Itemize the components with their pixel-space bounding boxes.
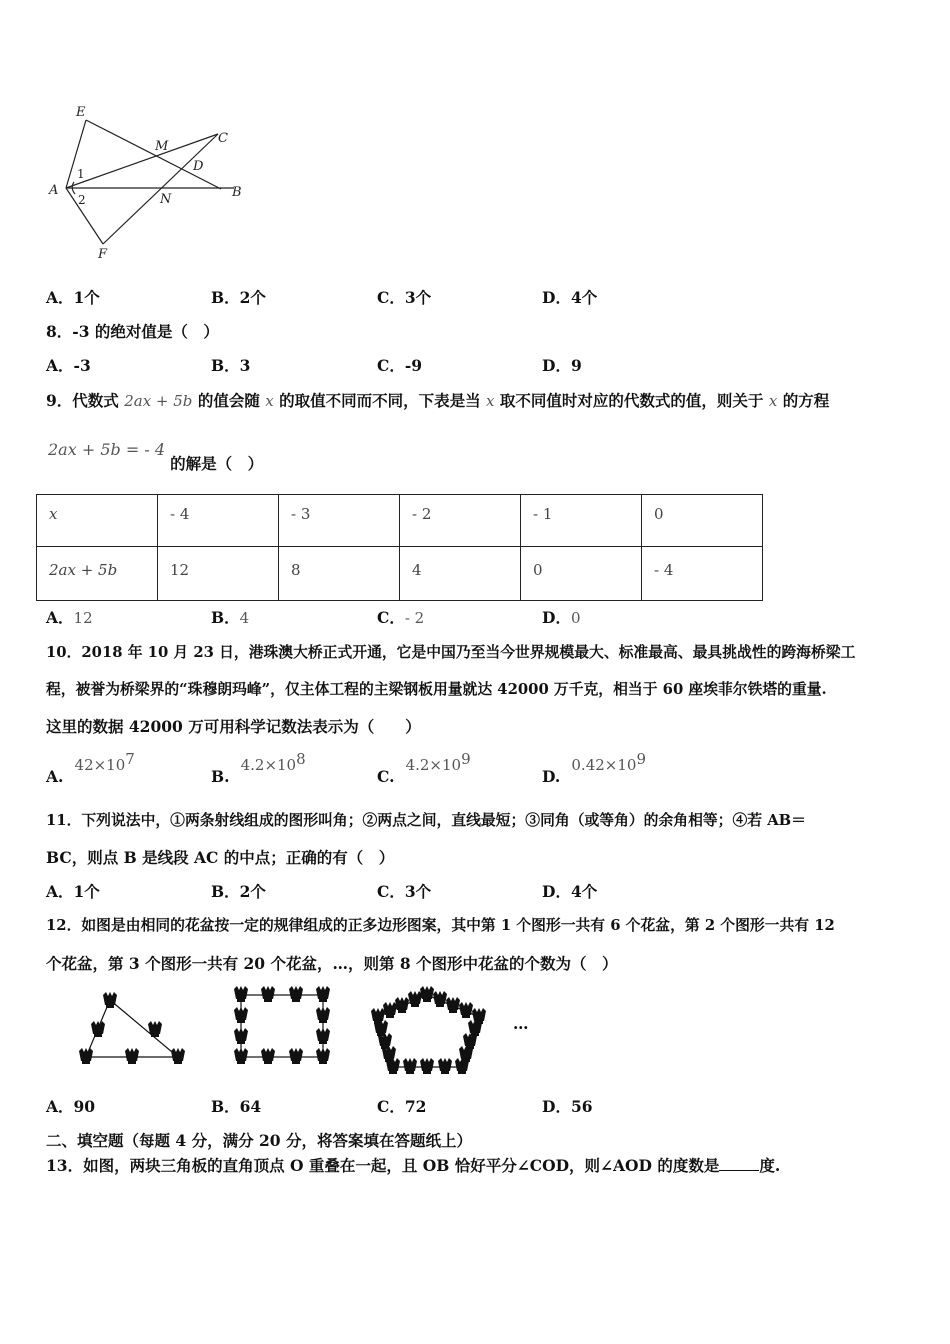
label-f: F (98, 247, 108, 262)
q10-line2: 程，被誉为桥梁界的“珠穆朗玛峰”，仅主体工程的主梁钢板用量就达 42000 万千克，相当于 60 座埃菲尔铁塔的重量. (46, 681, 827, 698)
q9-var-2: x (486, 392, 495, 410)
q9-option-d (542, 606, 581, 628)
pattern-square (234, 986, 330, 1064)
pattern-pentagon (371, 986, 486, 1074)
table-row (37, 547, 763, 601)
q9-part1: 9．代数式 (46, 391, 119, 410)
q10-option-c (377, 750, 471, 787)
q9-option-value: - 2 (404, 609, 425, 627)
q9-value-table (36, 494, 763, 601)
q7-option-c: C．3个 (377, 288, 432, 307)
table-cell-x: x (37, 495, 158, 547)
q12-option-d: D．56 (542, 1097, 593, 1116)
table-cell: 0 (521, 547, 642, 601)
q13-text-before: 13．如图，两块三角板的直角顶点 O 重叠在一起，且 OB 恰好平分∠COD，则∠AOD 的度数是 (46, 1156, 720, 1175)
table-cell: 12 (158, 547, 279, 601)
q13-text-after: 度. (759, 1156, 781, 1175)
q11-option-a: A．1个 (46, 882, 100, 901)
table-cell-expression: 2ax + 5b (37, 547, 158, 601)
q12-ellipsis: … (513, 1014, 529, 1033)
q9-equation: 2ax + 5b = - 4 (48, 440, 165, 459)
pattern-triangle (79, 992, 185, 1064)
q10-option-base: 4.2×10 (405, 756, 462, 775)
q9-part5: 的方程 (782, 391, 830, 410)
table-cell: - 4 (642, 547, 763, 601)
q10-line3: 这里的数据 42000 万可用科学记数法表示为（ ） (46, 717, 421, 736)
q12-option-b: B．64 (211, 1097, 262, 1116)
table-cell: - 1 (521, 495, 642, 547)
q12-option-a: A．90 (46, 1097, 96, 1116)
q11-line2: BC，则点 B 是线段 AC 的中点；正确的有（ ） (46, 848, 395, 867)
q9-option-letter: C． (377, 608, 405, 627)
label-n: N (160, 192, 172, 207)
q9-expression: 2ax + 5b (124, 392, 193, 410)
q8-text: 8．-3 的绝对值是（ ） (46, 322, 219, 341)
q10-option-d (542, 750, 646, 787)
q9-var-3: x (768, 392, 778, 410)
q9-option-letter: A． (46, 608, 74, 627)
q10-option-letter: B. (211, 767, 230, 787)
label-e: E (76, 105, 86, 120)
label-angle-1: 1 (77, 167, 85, 181)
geometry-figure (40, 100, 260, 262)
q10-option-letter: D. (542, 767, 561, 787)
q9-part4: 取不同值时对应的代数式的值，则关于 (499, 391, 764, 410)
q9-option-b (211, 606, 249, 628)
table-cell: 0 (642, 495, 763, 547)
q8-option-d: D．9 (542, 356, 582, 375)
q9-option-value: 0 (570, 609, 581, 627)
q8-option-a: A．-3 (46, 356, 91, 375)
q10-option-letter: C. (377, 767, 395, 787)
label-m: M (155, 139, 169, 154)
flowerpot-patterns (70, 985, 550, 1085)
q9-part2: 的值会随 (197, 391, 260, 410)
q11-option-b: B．2个 (211, 882, 266, 901)
q9-option-a (46, 606, 93, 628)
q11-line1: 11．下列说法中，①两条射线组成的图形叫角；②两点之间，直线最短；③同角（或等角）的余角相等；④若 AB＝ (46, 812, 806, 829)
q11-option-c: C．3个 (377, 882, 432, 901)
q7-option-b: B．2个 (211, 288, 266, 307)
q12-line1: 12．如图是由相同的花盆按一定的规律组成的正多边形图案，其中第 1 个图形一共有 6 个花盆，第 2 个图形一共有 12 (46, 917, 835, 934)
q9-text (46, 389, 829, 411)
q13-text (46, 1154, 780, 1176)
q10-option-base: 42×10 (74, 756, 126, 775)
q8-option-c: C．-9 (377, 356, 423, 375)
label-b: B (232, 185, 242, 200)
q7-option-a: A．1个 (46, 288, 100, 307)
q12-option-c: C．72 (377, 1097, 427, 1116)
table-cell: - 2 (400, 495, 521, 547)
q9-option-value: 12 (73, 609, 93, 627)
table-cell: 4 (400, 547, 521, 601)
q9-option-letter: D． (542, 608, 571, 627)
q9-var-1: x (265, 392, 274, 410)
q10-option-base: 4.2×10 (240, 756, 297, 775)
section-2-heading: 二、填空题（每题 4 分，满分 20 分，将答案填在答题纸上） (46, 1131, 472, 1150)
segment-ec (86, 120, 221, 189)
q11-option-d: D．4个 (542, 882, 598, 901)
table-cell: 8 (279, 547, 400, 601)
label-c: C (218, 131, 228, 146)
q13-answer-blank[interactable] (719, 1156, 759, 1171)
q10-option-exp: 7 (125, 750, 135, 768)
q12-line2: 个花盆，第 3 个图形一共有 20 个花盆，…，则第 8 个图形中花盆的个数为（ ） (46, 954, 618, 973)
q9-option-value: 4 (239, 609, 250, 627)
q10-line1: 10．2018 年 10 月 23 日，港珠澳大桥正式开通，它是中国乃至当今世界规模最大、标准最高、最具挑战性的跨海桥梁工 (46, 644, 856, 661)
q7-option-d: D．4个 (542, 288, 598, 307)
table-cell: - 3 (279, 495, 400, 547)
q10-option-exp: 8 (296, 750, 306, 768)
table-cell: - 4 (158, 495, 279, 547)
table-row (37, 495, 763, 547)
q8-option-b: B．3 (211, 356, 251, 375)
q9-equation-line (48, 438, 264, 473)
q10-option-letter: A. (46, 767, 64, 787)
q10-option-b (211, 750, 306, 787)
q9-part6: 的解是（ ） (170, 454, 264, 473)
q10-option-a (46, 750, 135, 787)
q10-option-exp: 9 (461, 750, 471, 768)
q10-option-base: 0.42×10 (571, 756, 637, 775)
q10-option-exp: 9 (636, 750, 646, 768)
label-d: D (193, 159, 204, 174)
label-angle-2: 2 (78, 193, 86, 207)
q9-part3: 的取值不同而不同，下表是当 (279, 391, 481, 410)
q9-option-c (377, 606, 424, 628)
q9-option-letter: B． (211, 608, 240, 627)
label-a: A (49, 183, 59, 198)
